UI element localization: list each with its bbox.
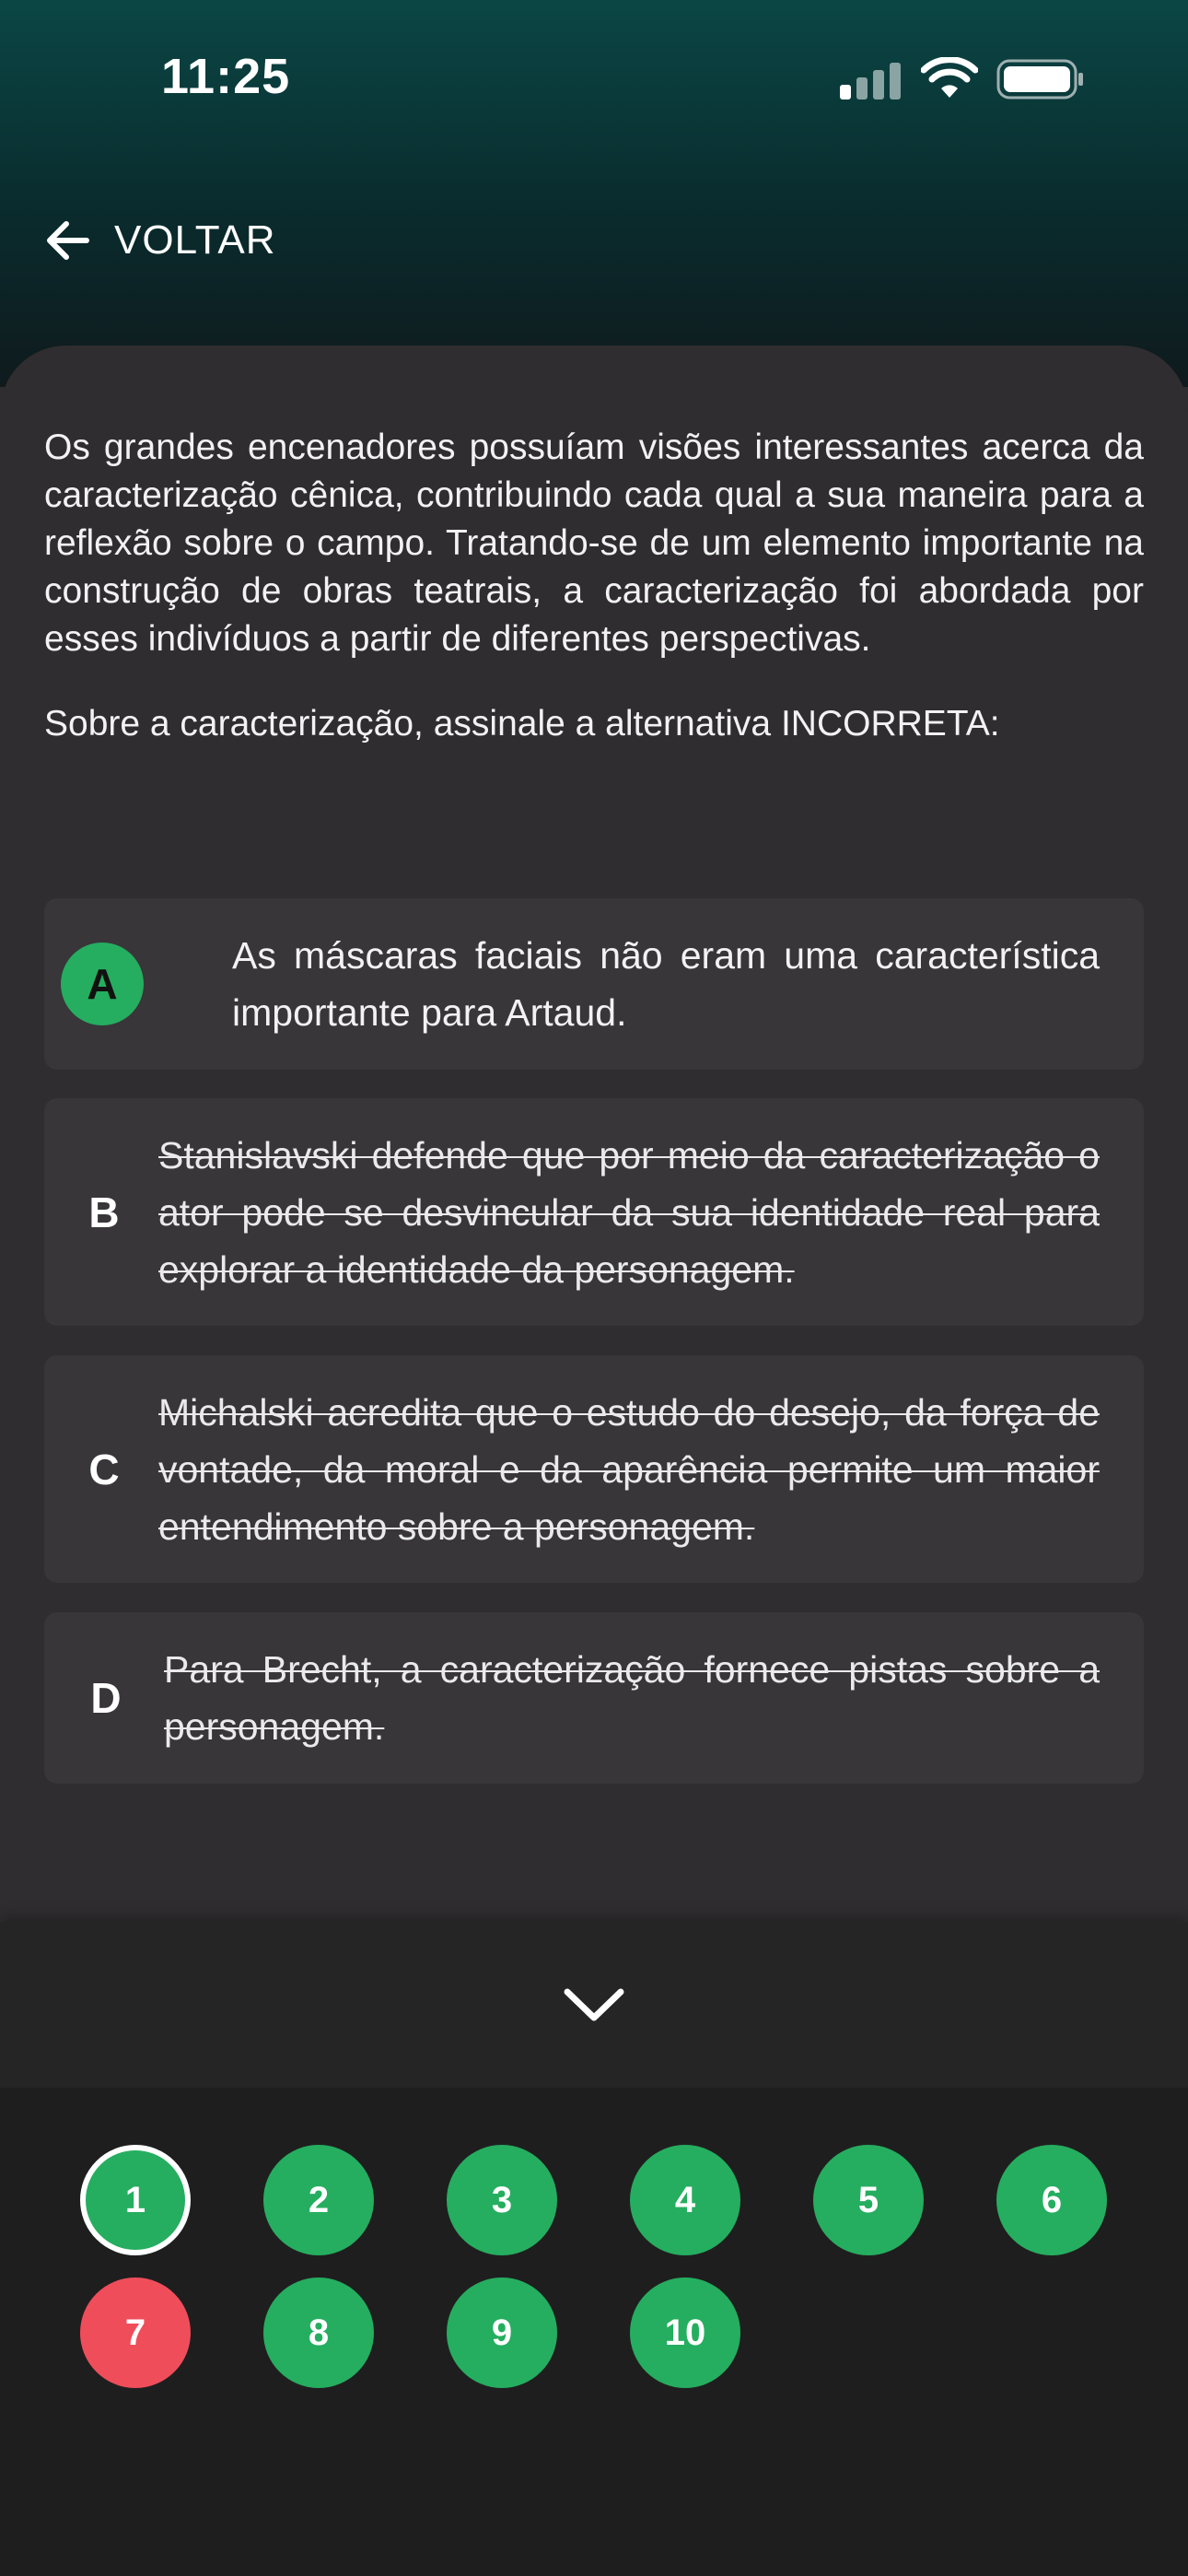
question-prompt: Sobre a caracterização, assinale a alternativa INCORRETA: <box>44 704 1000 744</box>
question-button-8[interactable]: 8 <box>263 2277 374 2388</box>
arrow-left-icon <box>41 213 96 268</box>
question-button-3[interactable]: 3 <box>447 2145 557 2255</box>
option-letter-d: D <box>90 1674 122 1722</box>
back-label: VOLTAR <box>114 217 276 263</box>
back-button[interactable] <box>41 208 276 273</box>
chevron-down-icon <box>562 1985 626 2025</box>
option-letter-c: C <box>88 1445 120 1493</box>
question-button-9[interactable]: 9 <box>447 2277 557 2388</box>
status-bar <box>0 0 1188 157</box>
question-button-5[interactable]: 5 <box>813 2145 924 2255</box>
status-time: 11:25 <box>161 49 291 104</box>
option-text-c: Michalski acredita que o estudo do desejo, da força de vontade, da moral e da aparência permite um maior entendimento sobre a personagem. <box>158 1390 1100 1548</box>
collapse-navigator-button[interactable] <box>0 1922 1188 2088</box>
option-a[interactable] <box>44 898 1144 1070</box>
wifi-icon <box>921 57 978 101</box>
option-text-a: As máscaras faciais não eram uma característica importante para Artaud. <box>232 934 1100 1034</box>
option-c[interactable] <box>44 1355 1144 1583</box>
question-button-10[interactable]: 10 <box>630 2277 740 2388</box>
option-text-d: Para Brecht, a caracterização fornece pistas sobre a personagem. <box>164 1648 1100 1748</box>
question-text: Os grandes encenadores possuíam visões interessantes acerca da caracterização cênica, contribuindo cada qual a sua maneira para a reflexão sobre o campo. Tratando-se de um elemento importante na construção de obras teatrais, a caracterização foi abordada por esses indivíduos a partir de diferentes perspectivas. <box>44 427 1144 659</box>
option-text-b: Stanislavski defende que por meio da caracterização o ator pode se desvincular da sua identidade real para explorar a identidade da personagem. <box>158 1133 1100 1291</box>
question-button-6[interactable]: 6 <box>996 2145 1107 2255</box>
question-button-7[interactable]: 7 <box>80 2277 191 2388</box>
question-button-2[interactable]: 2 <box>263 2145 374 2255</box>
option-b[interactable] <box>44 1098 1144 1326</box>
option-letter-a: A <box>61 943 144 1025</box>
cellular-signal-icon <box>840 61 903 100</box>
option-d[interactable] <box>44 1612 1144 1784</box>
question-navigator <box>0 2088 1188 2576</box>
option-letter-b: B <box>88 1188 120 1236</box>
question-button-4[interactable]: 4 <box>630 2145 740 2255</box>
question-button-1[interactable]: 1 <box>80 2145 191 2255</box>
battery-icon <box>996 59 1085 100</box>
